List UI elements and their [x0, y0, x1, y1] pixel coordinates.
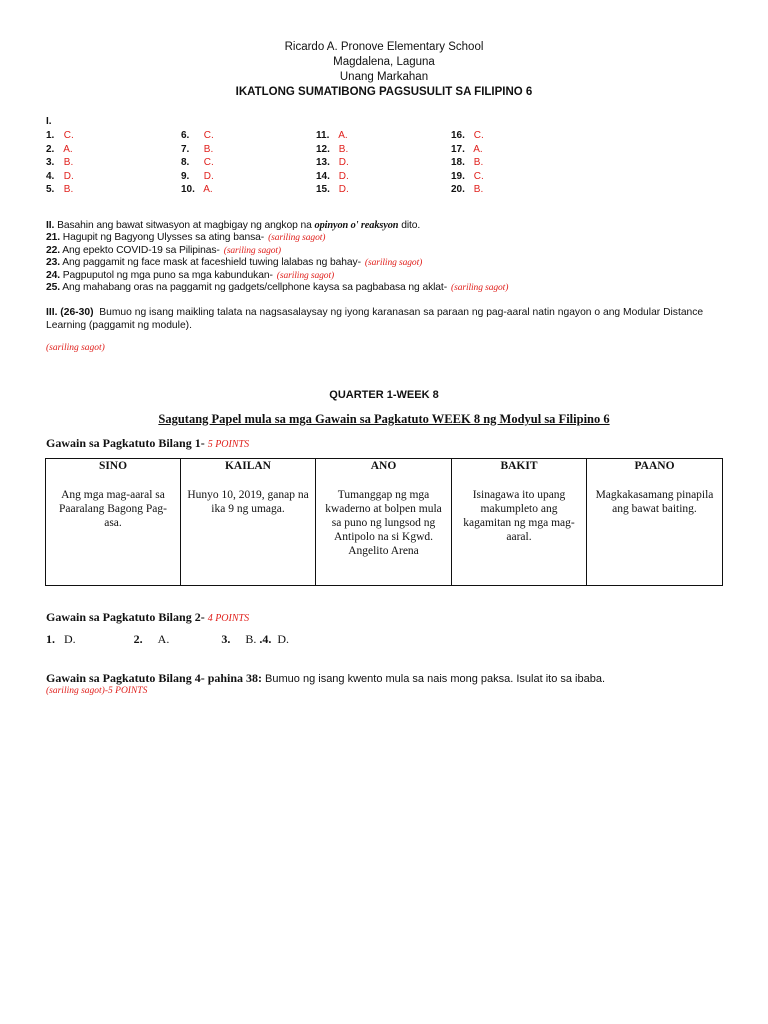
table-column-bakit	[452, 459, 587, 585]
school-name: Ricardo A. Pronove Elementary School	[284, 41, 484, 53]
answer-item: 15. D.	[316, 184, 349, 196]
gawain1-table	[45, 458, 723, 586]
answer-item: 16. C.	[451, 130, 484, 141]
part3-label: III. (26-30)	[46, 307, 94, 318]
part3-answer: (sariling sagot)	[46, 343, 105, 353]
answer-item: 8. C.	[181, 157, 214, 169]
exam-title: IKATLONG SUMATIBONG PAGSUSULIT SA FILIPINO 6	[235, 86, 533, 98]
term-label: Unang Markahan	[339, 71, 429, 83]
school-location: Magdalena, Laguna	[333, 56, 435, 68]
gawain1-heading: Gawain sa Pagkatuto Bilang 1- 5 POINTS	[46, 436, 250, 450]
answer-item: 1. C.	[46, 130, 74, 141]
answer-item: 17. A.	[451, 143, 483, 155]
answer-item: 18. B.	[451, 157, 484, 169]
part2-item: 25. Ang mahabang oras na paggamit ng gadgets/cellphone kaysa sa pagbabasa ng aklat- (sariling sagot)	[46, 282, 509, 294]
table-header: BAKIT	[500, 460, 538, 472]
part2-item: 23. Ang paggamit ng face mask at faceshield tuwing lalabas ng bahay- (sariling sagot)	[46, 257, 423, 269]
part2-section	[46, 220, 508, 294]
part1-answer-key	[46, 116, 586, 197]
answer-item: 7. B.	[181, 143, 214, 155]
table-header: KAILAN	[224, 460, 271, 472]
answer-column-4	[451, 129, 586, 197]
answer-item: 11. A.	[316, 130, 348, 141]
gawain4-instruction: Bumuo ng isang kwento mula sa nais mong paksa. Isulat ito sa ibaba.	[265, 673, 606, 685]
table-column-sino	[46, 459, 181, 585]
answer-item: 5. B.	[46, 184, 74, 196]
table-column-kailan	[181, 459, 316, 585]
part2-item: 21. Hagupit ng Bagyong Ulysses sa ating bansa- (sariling sagot)	[46, 232, 326, 244]
answer-item: 20. B.	[451, 184, 484, 196]
gawain2-answer-item: 3. B.	[221, 632, 257, 646]
gawain2-answer-item: 1. D.	[46, 632, 76, 646]
table-cell: Isinagawa ito upang makumpleto ang kagamitan ng mga mag-aaral.	[463, 489, 575, 543]
part2-instruction: II. Basahin ang bawat sitwasyon at magbigay ng angkop na opinyon o' reaksyon dito.	[46, 220, 421, 231]
gawain2-answer-item: .4. D.	[259, 632, 290, 646]
part2-item: 24. Pagpuputol ng mga puno sa mga kabundukan- (sariling sagot)	[46, 269, 335, 281]
answer-column-2	[181, 129, 316, 197]
gawain1-points: 5 POINTS	[207, 439, 250, 450]
table-header: ANO	[370, 460, 397, 472]
answer-item: 13. D.	[316, 157, 349, 169]
answer-item: 3. B.	[46, 157, 74, 169]
part1-roman: I.	[46, 116, 52, 127]
answer-sheet-title: Sagutang Papel mula sa mga Gawain sa Pagkatuto WEEK 8 ng Modyul sa Filipino 6	[158, 412, 610, 426]
table-header: SINO	[98, 460, 128, 472]
answer-item: 9. D.	[181, 170, 214, 182]
answer-item: 6. C.	[181, 130, 214, 141]
answer-column-3	[316, 129, 451, 197]
part2-item: 22. Ang epekto COVID-19 sa Pilipinas- (sariling sagot)	[46, 244, 282, 256]
table-cell: Tumanggap ng mga kwaderno at bolpen mula sa puno ng lungsod ng Antipolo na si Kgwd. Angelito Arena	[325, 489, 442, 557]
table-column-paano	[587, 459, 722, 585]
gawain2-answers	[46, 632, 289, 647]
answer-item: 10. A.	[181, 184, 213, 196]
answer-item: 14. D.	[316, 170, 349, 182]
answer-item: 4. D.	[46, 170, 74, 182]
table-cell: Ang mga mag-aaral sa Paaralang Bagong Pag-asa.	[59, 489, 167, 529]
table-cell: Hunyo 10, 2019, ganap na ika 9 ng umaga.	[187, 489, 309, 515]
gawain2-answer-item: 2. A.	[133, 632, 170, 646]
part3-section	[46, 306, 726, 332]
table-cell: Magkakasamang pinapila ang bawat baiting.	[595, 489, 714, 515]
answer-item: 19. C.	[451, 170, 484, 182]
part3-instruction: Bumuo ng isang maikling talata na nagsasalaysay ng iyong karanasan sa paraan ng pag-aaral natin ngayon o ang Modular Distance Learning (paggamit ng module).	[46, 307, 704, 331]
gawain2-points: 4 POINTS	[207, 613, 250, 624]
table-column-ano	[316, 459, 452, 585]
gawain2-heading: Gawain sa Pagkatuto Bilang 2- 4 POINTS	[46, 610, 250, 624]
table-header: PAANO	[634, 460, 675, 472]
answer-column-1	[46, 129, 181, 197]
quarter-heading: QUARTER 1-WEEK 8	[329, 389, 439, 401]
gawain4-heading: Gawain sa Pagkatuto Bilang 4- pahina 38: Bumuo ng isang kwento mula sa nais mong paksa. Isulat ito sa ibaba.	[46, 671, 606, 685]
answer-item: 2. A.	[46, 143, 73, 155]
answer-item: 12. B.	[316, 143, 349, 155]
document-header	[0, 40, 768, 100]
gawain4-answer: (sariling sagot)-5 POINTS	[46, 686, 148, 696]
